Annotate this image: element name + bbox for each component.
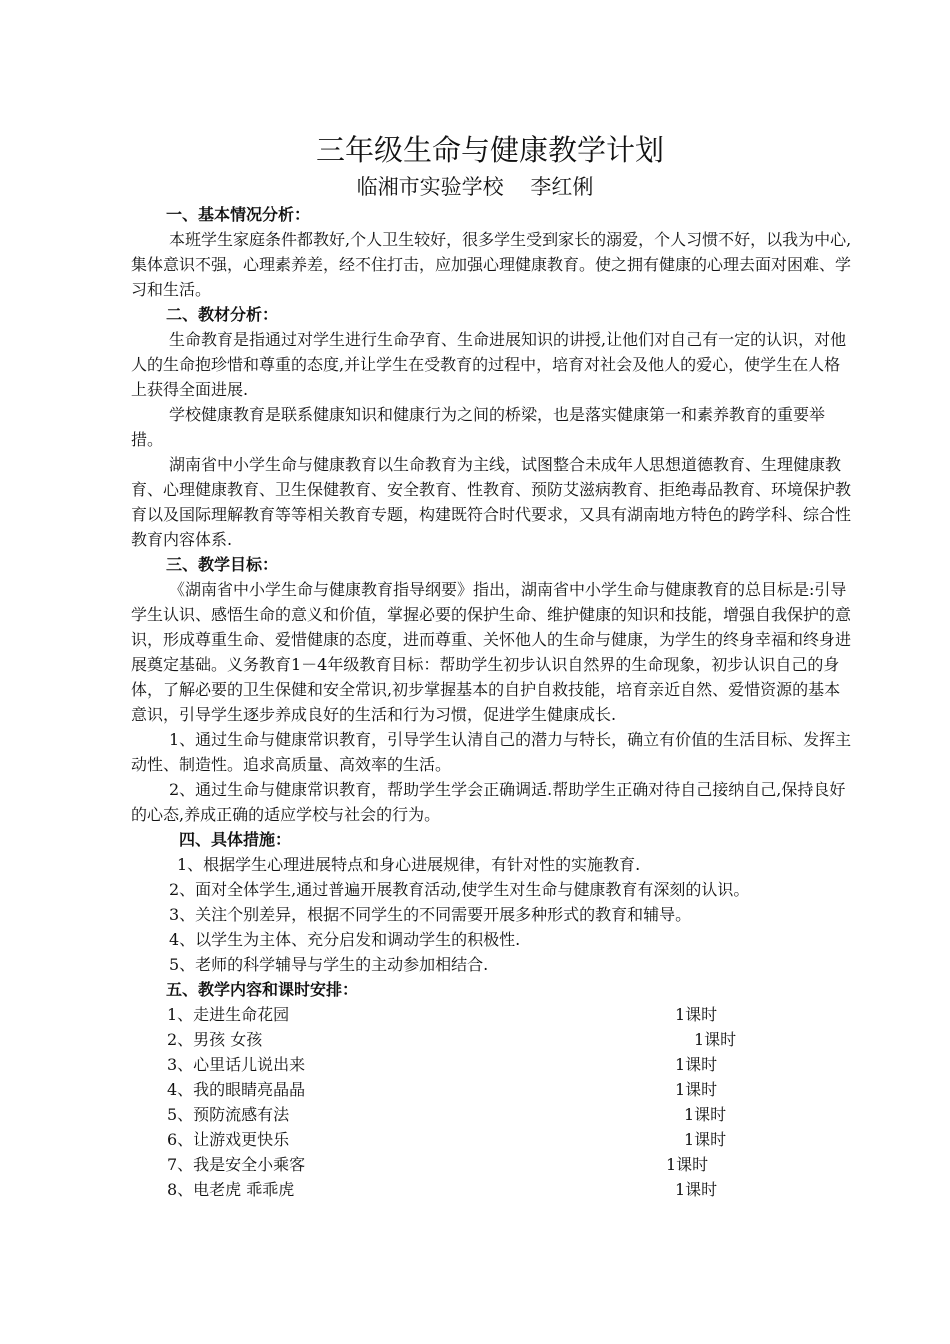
- measure-item: 2、面对全体学生,通过普遍开展教育活动,使学生对生命与健康教育有深刻的认识。: [169, 880, 750, 899]
- paragraph-basic-situation: 本班学生家庭条件都教好,个人卫生较好，很多学生受到家长的溺爱，个人习惯不好，以我为中心,集体意识不强，心理素养差，经不住打击，应加强心理健康教育。使之拥有健康的心理去面对困难、学习和生活。: [131, 230, 852, 299]
- paragraph-overall-goal: 《湖南省中小学生命与健康教育指导纲要》指出，湖南省中小学生命与健康教育的总目标是:引导学生认识、感悟生命的意义和价值，掌握必要的保护生命、维护健康的知识和技能，增强自我保护的意识，形成尊重生命、爱惜健康的态度，进而尊重、关怀他人的生命与健康，为学生的终身幸福和终身进展奠定基础。义务教育1－4年级教育目标：帮助学生初步认识自然界的生命现象，初步认识自己的身体，了解必要的卫生保健和安全常识,初步掌握基本的自护自救技能，培育亲近自然、爱惜资源的基本意识，引导学生逐步养成良好的生活和行为习惯，促进学生健康成长.: [131, 580, 852, 724]
- section-heading-basic-situation: 一、基本情况分析：: [166, 205, 311, 224]
- paragraph-goal-1: 1、通过生命与健康常识教育，引导学生认清自己的潜力与特长，确立有价值的生活目标、发挥主动性、制造性。追求高质量、高效率的生活。: [131, 730, 852, 774]
- course-title: 3、心里话儿说出来: [167, 1055, 306, 1074]
- paragraph-school-health: 学校健康教育是联系健康知识和健康行为之间的桥梁，也是落实健康第一和素养教育的重要举措。: [131, 405, 826, 449]
- course-title: 8、电老虎 乖乖虎: [167, 1180, 295, 1199]
- document-body: [131, 202, 856, 1202]
- course-title: 6、让游戏更快乐: [167, 1130, 290, 1149]
- course-row: [131, 1002, 856, 1027]
- course-hours: 1课时: [675, 1080, 718, 1099]
- paragraph-hunan-program: 湖南省中小学生命与健康教育以生命教育为主线，试图整合未成年人思想道德教育、生理健康教育、心理健康教育、卫生保健教育、安全教育、性教育、预防艾滋病教育、拒绝毒品教育、环境保护教育以及国际理解教育等等相关教育专题，构建既符合时代要求，又具有湖南地方特色的跨学科、综合性教育内容体系.: [131, 455, 852, 549]
- course-hours: 1课时: [666, 1155, 709, 1174]
- course-hours: 1课时: [684, 1105, 727, 1124]
- section-heading-measures: 四、具体措施：: [179, 830, 292, 849]
- course-row: [131, 1102, 856, 1127]
- course-title: 2、男孩 女孩: [167, 1030, 263, 1049]
- course-hours: 1课时: [694, 1030, 737, 1049]
- course-row: [131, 1027, 856, 1052]
- course-row: [131, 1077, 856, 1102]
- course-hours: 1课时: [675, 1005, 718, 1024]
- measure-item: 5、老师的科学辅导与学生的主动参加相结合.: [169, 955, 489, 974]
- section-heading-materials: 二、教材分析：: [166, 305, 279, 324]
- course-hours: 1课时: [675, 1055, 718, 1074]
- document-title: 三年级生命与健康教学计划: [315, 133, 664, 167]
- paragraph-life-education: 生命教育是指通过对学生进行生命孕育、生命进展知识的讲授,让他们对自己有一定的认识，对他人的生命抱珍惜和尊重的态度,并让学生在受教育的过程中，培育对社会及他人的爱心，使学生在人格上获得全面进展.: [131, 330, 847, 399]
- course-hours: 1课时: [684, 1130, 727, 1149]
- author-line: 临湘市实验学校 李红俐: [356, 175, 594, 199]
- section-heading-schedule: 五、教学内容和课时安排：: [166, 980, 359, 999]
- paragraph-goal-2: 2、通过生命与健康常识教育，帮助学生学会正确调适.帮助学生正确对待自己接纳自己,保持良好的心态,养成正确的适应学校与社会的行为。: [131, 780, 846, 824]
- measure-item: 4、以学生为主体、充分启发和调动学生的积极性.: [169, 930, 521, 949]
- course-title: 1、走进生命花园: [167, 1005, 290, 1024]
- course-row: [131, 1177, 856, 1202]
- course-row: [131, 1152, 856, 1177]
- course-row: [131, 1127, 856, 1152]
- course-row: [131, 1052, 856, 1077]
- course-hours: 1课时: [675, 1180, 718, 1199]
- course-title: 7、我是安全小乘客: [167, 1155, 306, 1174]
- section-heading-goals: 三、教学目标：: [166, 555, 279, 574]
- measure-item: 3、关注个别差异，根据不同学生的不同需要开展多种形式的教育和辅导。: [169, 905, 692, 924]
- course-title: 4、我的眼睛亮晶晶: [167, 1080, 306, 1099]
- measure-item: 1、根据学生心理进展特点和身心进展规律，有针对性的实施教育.: [177, 855, 641, 874]
- course-title: 5、预防流感有法: [167, 1105, 290, 1124]
